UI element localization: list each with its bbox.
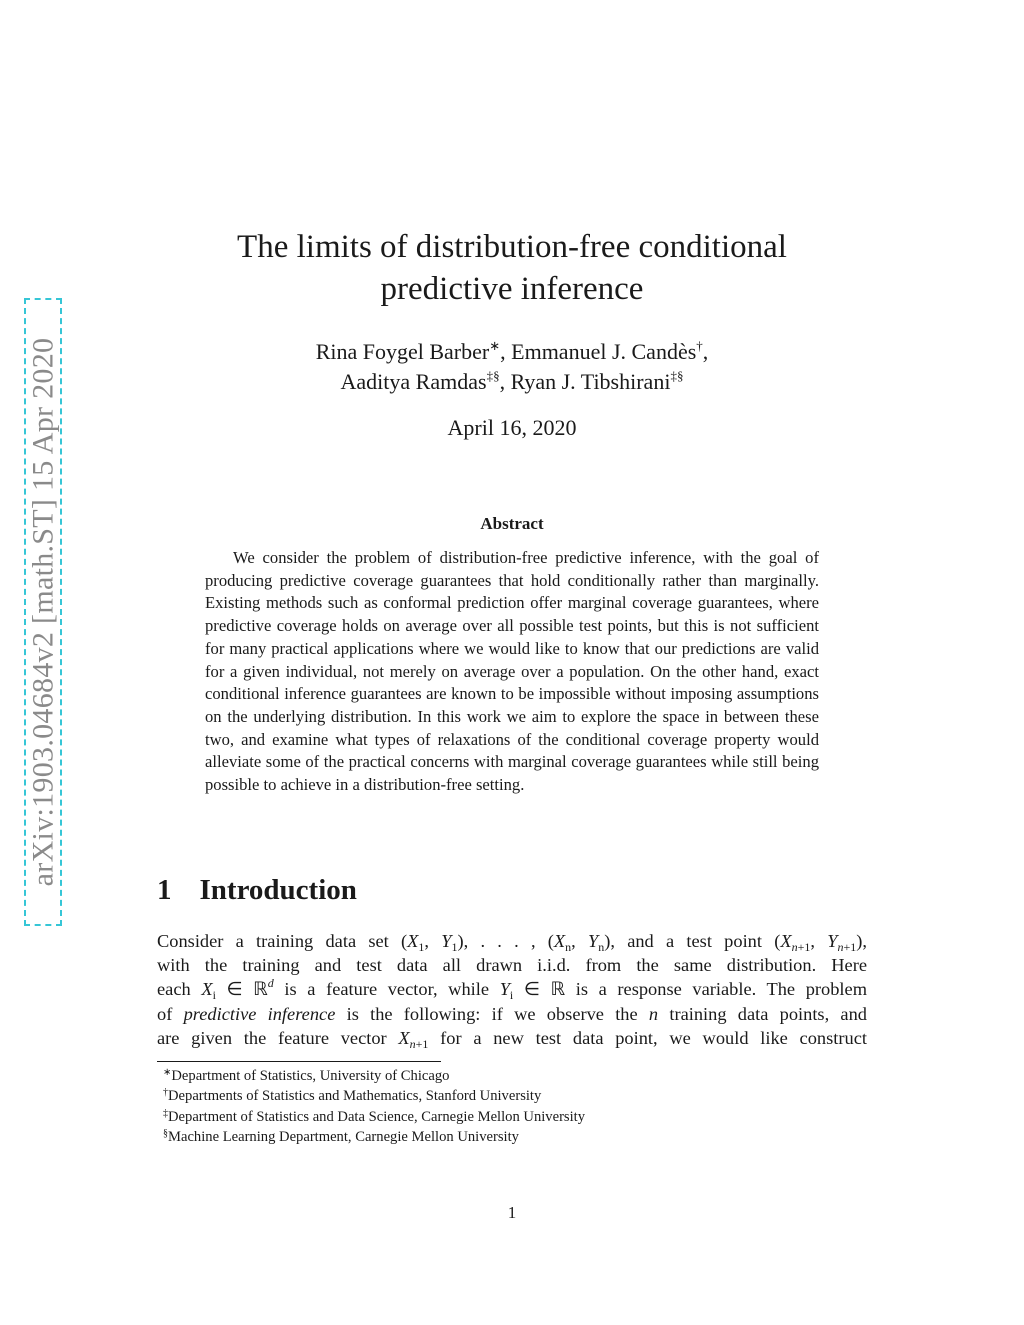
author-name: Rina Foygel Barber [315,339,490,364]
footnote-text: Departments of Statistics and Mathematics, Stanford University [168,1088,542,1105]
title-line-1: The limits of distribution-free conditional [237,229,787,265]
footnote-text: Department of Statistics, University of Chicago [171,1068,450,1084]
author-separator: , [500,339,512,364]
footnote-mark: ∗ [163,1067,172,1078]
section-heading [157,874,357,907]
text-span: of [157,1003,173,1024]
page-number: 1 [507,1203,517,1222]
text-span: for a new test data point, we would like construct [440,1027,867,1048]
text-span: is the following: if we observe the [346,1003,638,1024]
section-title: Introduction [199,874,357,906]
text-line: Consider a training data set ($X_1$, $Y_1$), . . . , ($X_n$, $Y_n$), and a test point ($X_{n+1}$, $Y_{n+1}$), [157,931,867,954]
text-span: are given the feature vector [157,1027,387,1048]
arxiv-stamp [24,298,62,926]
footnote [163,1127,863,1147]
author-list [150,337,874,397]
text-span: training data points, and [669,1003,867,1024]
author-name: Emmanuel J. Candès [511,339,697,364]
text-span: with the training and test data all drawn i.i.d. from the same distribution. Here [157,955,867,976]
text-span: is a feature vector, while [284,979,490,1000]
footnotes [163,1066,863,1147]
author-mark: ∗ [489,338,501,353]
section-number: 1 [157,874,172,906]
arxiv-identifier: arXiv:1903.04684v2 [math.ST] 15 Apr 2020 [26,337,59,887]
text-line: of predictive inference is the following: if we observe the n training data points, and [157,1003,867,1024]
footnote-text: Machine Learning Department, Carnegie Mellon University [168,1128,519,1145]
author-mark: ‡§ [486,368,500,383]
abstract-heading: Abstract [480,514,544,533]
title-line-2: predictive inference [380,271,644,307]
text-span: is a response variable. The problem [575,979,868,1000]
footnote-rule [157,1061,441,1062]
introduction-paragraph [157,929,867,1050]
text-span: Consider a training data set [157,931,389,951]
footnote [163,1107,863,1127]
text-line: each $X_i$ ∈ ℝ$^d$ is a feature vector, while $Y_i$ ∈ ℝ is a response variable. The problem [157,976,868,1003]
text-span: and a test point [627,931,762,951]
emphasis-text: predictive inference [183,1003,336,1024]
author-mark: † [696,338,703,353]
author-mark: ‡§ [670,368,684,383]
author-name: Aaditya Ramdas [340,369,487,394]
author-separator: , [702,339,709,364]
author-separator: , [499,369,511,394]
abstract-text: We consider the problem of distribution-free predictive inference, with the goal of producing predictive coverage guarantees that hold conditionally rather than marginally. Existing methods such as conformal prediction offer marginal coverage guarantees, where predictive coverage holds on average over all possible test points, but this is not sufficient for many practical applications where we would like to know that our predictions are valid for a given individual, not merely on average over a population. On the other hand, exact conditional inference guarantees are known to be impossible without imposing assumptions on the underlying distribution. In this work we aim to explore the space in between these two, and examine what types of relaxations of the conditional coverage property would alleviate some of the practical concerns with marginal coverage guarantees while still being possible to achieve in a distribution-free setting. [205,548,819,795]
footnote-text: Department of Statistics and Data Science, Carnegie Mellon University [168,1108,586,1125]
footnote-mark: † [163,1087,168,1099]
paper-title [150,226,874,310]
footnote [163,1066,863,1086]
footnote-mark: § [163,1127,168,1139]
text-span: each [157,979,191,1000]
footnote-mark: ‡ [163,1107,168,1119]
publication-date: April 16, 2020 [447,415,577,440]
author-name: Ryan J. Tibshirani [510,369,671,394]
text-line [157,953,867,977]
text-line: are given the feature vector $X_{n+1}$ for a new test data point, we would like construct [157,1027,867,1051]
footnote [163,1086,863,1106]
